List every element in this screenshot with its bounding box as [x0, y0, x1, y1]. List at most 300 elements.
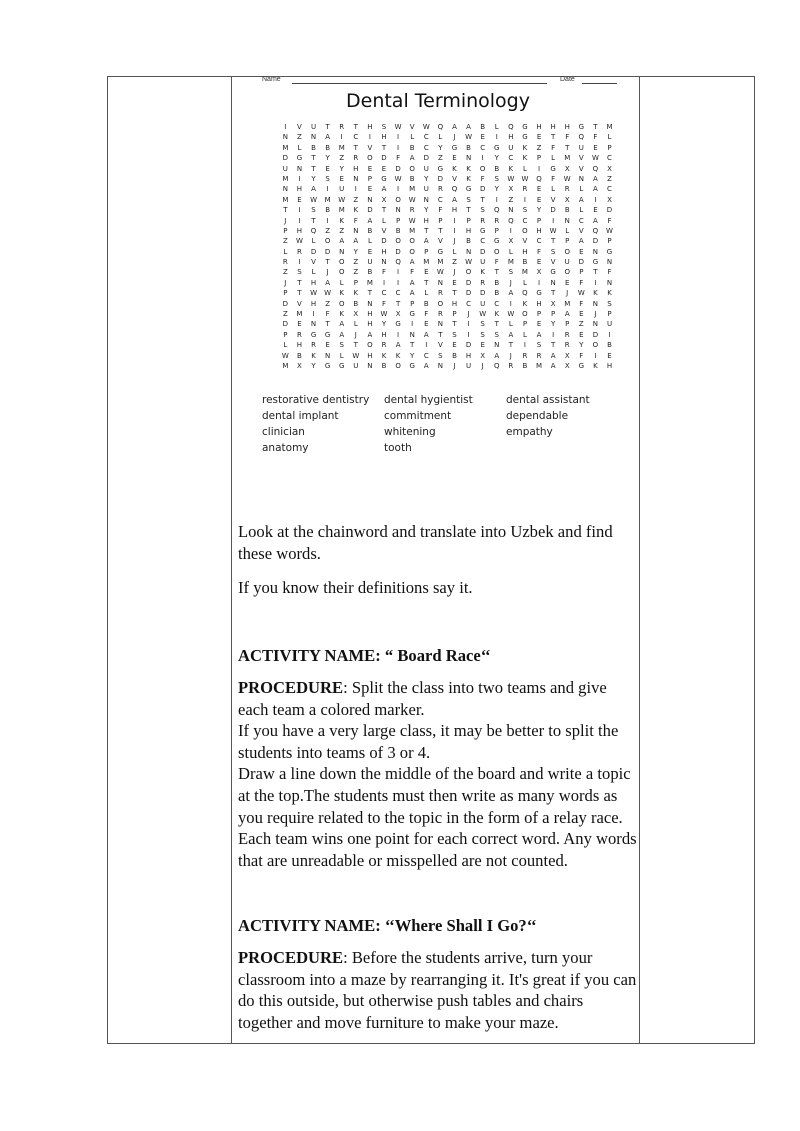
grid-letter: O [493, 247, 500, 256]
grid-letter: Z [282, 310, 288, 319]
grid-letter: H [310, 299, 317, 308]
grid-letter: D [578, 258, 584, 267]
grid-letter: D [592, 330, 599, 339]
grid-letter: Q [536, 174, 542, 183]
grid-letter: A [593, 174, 598, 183]
activity-1-line-2: If you have a very large class, it may be better to split the students into teams of 3 or 4. [238, 721, 619, 762]
grid-letter: E [536, 185, 542, 194]
grid-letter: L [607, 133, 612, 142]
grid-letter: W [563, 174, 571, 183]
grid-letter: Z [536, 143, 542, 152]
grid-letter: V [550, 258, 556, 267]
grid-letter: T [466, 206, 471, 215]
grid-letter: M [282, 143, 289, 152]
procedure-text: : Before the students arrive, turn your classroom into a maze by rearranging it. It's great if you can do this outside, but otherwise push tables and chairs together and move furniture to make your maze. [238, 948, 637, 1032]
grid-letter: H [381, 247, 387, 256]
date-label: Date [560, 76, 575, 83]
grid-letter: P [452, 310, 457, 319]
grid-letter: L [494, 123, 499, 131]
grid-letter: O [592, 341, 599, 350]
grid-letter: E [480, 341, 485, 350]
grid-letter: Y [550, 320, 556, 329]
grid-letter: S [494, 174, 499, 183]
grid-letter: D [479, 247, 486, 256]
grid-letter: C [466, 299, 471, 308]
grid-letter: G [465, 185, 472, 194]
grid-letter: U [339, 185, 345, 194]
grid-letter: S [480, 330, 485, 339]
grid-letter: D [550, 206, 556, 215]
grid-letter: N [592, 247, 599, 256]
grid-letter: E [536, 195, 542, 204]
grid-letter: A [593, 185, 598, 194]
grid-letter: E [367, 164, 373, 173]
grid-letter: Z [339, 154, 345, 163]
activity-2-procedure [238, 947, 638, 1033]
grid-letter: R [564, 185, 570, 194]
grid-letter: G [324, 330, 331, 339]
grid-letter: R [311, 341, 316, 350]
grid-letter: E [536, 320, 542, 329]
grid-letter: F [410, 268, 415, 277]
grid-letter: E [480, 133, 485, 142]
grid-letter: G [479, 226, 486, 235]
grid-letter: L [579, 185, 584, 194]
grid-letter: G [310, 330, 317, 339]
grid-letter: T [353, 341, 358, 350]
word-list-item: clinician [262, 426, 305, 438]
grid-letter: T [438, 226, 443, 235]
grid-letter: W [281, 351, 289, 360]
grid-letter: E [325, 164, 330, 173]
grid-letter: V [522, 237, 528, 246]
grid-letter: G [494, 237, 500, 246]
grid-letter: U [423, 185, 429, 194]
grid-letter: H [451, 299, 458, 308]
grid-letter: N [465, 247, 472, 256]
grid-letter: W [606, 226, 613, 235]
grid-letter: E [297, 320, 302, 329]
grid-row [280, 236, 615, 246]
grid-letter: H [367, 351, 373, 360]
grid-letter: V [578, 164, 584, 173]
grid-letter: J [284, 278, 287, 287]
grid-letter: N [282, 185, 288, 194]
grid-letter: Y [494, 185, 499, 194]
grid-letter: B [353, 299, 359, 308]
grid-letter: B [564, 206, 570, 215]
grid-letter: A [409, 154, 415, 163]
grid-letter: X [508, 185, 514, 194]
grid-letter: M [282, 361, 289, 370]
grid-letter: H [296, 226, 303, 235]
grid-letter: Q [508, 216, 514, 225]
grid-letter: X [564, 351, 570, 360]
grid-letter: K [353, 206, 359, 215]
grid-letter: L [367, 237, 372, 246]
grid-letter: R [339, 123, 345, 131]
grid-letter: S [297, 268, 302, 277]
grid-letter: N [296, 164, 303, 173]
grid-letter: T [311, 164, 316, 173]
grid-row [280, 299, 615, 309]
grid-letter: P [424, 247, 429, 256]
grid-letter: Z [282, 237, 288, 246]
grid-letter: R [282, 258, 288, 267]
grid-letter: T [381, 143, 387, 152]
grid-letter: Z [508, 195, 514, 204]
grid-letter: A [381, 185, 387, 194]
grid-letter: R [297, 247, 302, 256]
grid-letter: P [607, 237, 612, 246]
grid-row [280, 278, 615, 288]
grid-letter: I [467, 330, 470, 339]
grid-letter: W [577, 289, 585, 298]
grid-letter: A [452, 195, 457, 204]
grid-letter: H [451, 206, 458, 215]
grid-letter: C [607, 185, 612, 194]
grid-letter: I [397, 185, 400, 194]
grid-row [280, 340, 615, 350]
word-list [262, 394, 622, 454]
grid-letter: K [593, 289, 598, 298]
grid-letter: W [507, 310, 515, 319]
grid-letter: X [607, 164, 612, 173]
grid-letter: V [409, 123, 415, 131]
grid-letter: R [522, 185, 528, 194]
grid-letter: C [423, 143, 429, 152]
grid-letter: L [438, 133, 443, 142]
grid-letter: S [311, 206, 316, 215]
grid-letter: I [537, 164, 541, 173]
grid-letter: V [381, 226, 387, 235]
grid-letter: W [310, 195, 317, 204]
grid-letter: Y [438, 143, 443, 152]
grid-letter: N [310, 320, 317, 329]
grid-letter: S [438, 351, 443, 360]
grid-letter: S [452, 330, 457, 339]
grid-letter: K [466, 174, 471, 183]
grid-letter: J [453, 361, 456, 370]
grid-letter: W [591, 154, 599, 163]
grid-row [280, 267, 615, 277]
grid-letter: B [494, 289, 500, 298]
activity-1-heading: ACTIVITY NAME: “ Board Race‘‘ [238, 646, 491, 665]
grid-letter: O [437, 299, 444, 308]
grid-letter: N [395, 206, 401, 215]
grid-letter: W [324, 289, 332, 298]
grid-letter: G [522, 123, 528, 131]
grid-letter: Z [297, 133, 302, 142]
grid-letter: C [395, 289, 401, 298]
grid-letter: E [424, 320, 429, 329]
grid-letter: W [521, 174, 529, 183]
grid-letter: F [381, 268, 387, 277]
grid-letter: C [508, 154, 514, 163]
grid-letter: A [536, 330, 542, 339]
grid-letter: G [536, 289, 542, 298]
grid-letter: R [297, 330, 302, 339]
grid-letter: P [607, 143, 612, 152]
grid-letter: L [339, 351, 344, 360]
grid-letter: O [409, 237, 415, 246]
grid-letter: W [479, 310, 487, 319]
grid-letter: T [508, 341, 513, 350]
grid-letter: Y [424, 174, 429, 183]
grid-letter: E [367, 247, 373, 256]
grid-letter: E [579, 247, 584, 256]
grid-letter: N [494, 341, 500, 350]
grid-letter: E [593, 143, 598, 152]
grid-letter: R [381, 341, 387, 350]
grid-letter: N [564, 216, 570, 225]
grid-letter: O [409, 164, 415, 173]
grid-letter: U [466, 361, 472, 370]
grid-letter: F [494, 258, 499, 267]
grid-letter: N [437, 278, 443, 287]
grid-row [280, 309, 615, 319]
grid-letter: L [297, 143, 302, 152]
grid-letter: R [508, 361, 514, 370]
grid-letter: F [537, 247, 542, 256]
grid-letter: K [339, 289, 345, 298]
grid-letter: M [296, 310, 303, 319]
grid-letter: X [353, 310, 359, 319]
grid-letter: K [353, 289, 359, 298]
grid-letter: I [397, 330, 400, 339]
puzzle-title: Dental Terminology [346, 90, 530, 112]
grid-letter: Z [353, 195, 359, 204]
activity-2-procedure-paragraph [238, 947, 638, 1033]
grid-letter: O [564, 268, 570, 277]
grid-letter: Z [325, 226, 331, 235]
grid-letter: M [564, 154, 571, 163]
grid-letter: T [424, 278, 429, 287]
activity-2-heading: ACTIVITY NAME: ‘‘Where Shall I Go?‘‘ [238, 916, 537, 935]
grid-letter: E [536, 133, 542, 142]
grid-letter: K [339, 310, 345, 319]
grid-letter: B [325, 143, 331, 152]
grid-letter: L [283, 247, 288, 256]
grid-letter: F [579, 299, 584, 308]
grid-letter: T [424, 226, 429, 235]
grid-letter: L [522, 164, 527, 173]
grid-letter: N [606, 278, 613, 287]
grid-letter: T [452, 289, 457, 298]
grid-letter: P [607, 310, 612, 319]
grid-letter: F [353, 216, 358, 225]
activity-1-line-4: Each team wins one point for each correct word. Any words that are unreadable or misspelled are not counted. [238, 829, 637, 870]
grid-letter: U [480, 258, 486, 267]
grid-letter: L [424, 289, 429, 298]
grid-letter: M [606, 123, 613, 131]
grid-letter: A [339, 320, 345, 329]
grid-letter: S [480, 206, 485, 215]
grid-letter: T [494, 320, 499, 329]
grid-letter: Z [607, 174, 612, 183]
grid-letter: Z [578, 320, 584, 329]
grid-letter: A [353, 237, 359, 246]
grid-letter: N [437, 320, 443, 329]
grid-letter: P [565, 320, 570, 329]
grid-letter: R [409, 206, 415, 215]
grid-letter: R [522, 351, 528, 360]
grid-letter: A [395, 341, 401, 350]
grid-letter: A [452, 123, 457, 131]
grid-letter: D [479, 289, 486, 298]
grid-letter: L [410, 133, 415, 142]
grid-letter: S [508, 268, 514, 277]
grid-letter: X [607, 195, 612, 204]
grid-letter: T [311, 154, 316, 163]
grid-letter: A [409, 258, 415, 267]
grid-letter: I [298, 216, 301, 225]
grid-letter: P [466, 216, 471, 225]
grid-letter: W [394, 123, 402, 131]
grid-letter: D [282, 299, 289, 308]
grid-letter: Y [311, 361, 316, 370]
grid-letter: N [409, 330, 415, 339]
grid-letter: G [592, 258, 599, 267]
grid-row [280, 164, 615, 174]
grid-letter: I [298, 206, 301, 215]
word-list-item: dental assistant [506, 394, 590, 406]
grid-letter: F [438, 206, 443, 215]
grid-letter: P [522, 320, 528, 329]
grid-letter: I [594, 278, 597, 287]
grid-letter: S [466, 195, 471, 204]
grid-row [280, 132, 615, 142]
grid-letter: H [550, 123, 556, 131]
grid-letter: X [480, 351, 486, 360]
grid-letter: I [298, 174, 301, 183]
grid-letter: Y [579, 341, 584, 350]
grid-letter: D [423, 154, 429, 163]
grid-letter: T [550, 289, 556, 298]
grid-letter: G [381, 174, 387, 183]
grid-letter: W [338, 195, 346, 204]
grid-letter: X [564, 164, 570, 173]
grid-letter: J [481, 361, 484, 370]
grid-letter: R [564, 330, 570, 339]
word-list-item: dental implant [262, 410, 339, 422]
grid-letter: A [409, 289, 415, 298]
grid-letter: U [508, 143, 514, 152]
grid-letter: J [566, 289, 569, 298]
grid-letter: I [495, 133, 498, 142]
grid-letter: N [339, 247, 345, 256]
grid-letter: G [409, 310, 415, 319]
grid-letter: Y [410, 351, 415, 360]
grid-letter: K [480, 268, 485, 277]
grid-letter: H [536, 299, 542, 308]
grid-letter: C [480, 143, 486, 152]
grid-letter: D [282, 154, 289, 163]
grid-letter: K [508, 164, 514, 173]
grid-letter: B [494, 164, 500, 173]
grid-letter: D [437, 174, 444, 183]
word-list-item: commitment [384, 410, 452, 422]
grid-letter: R [480, 216, 486, 225]
grid-letter: L [522, 278, 527, 287]
grid-letter: R [494, 216, 500, 225]
grid-letter: D [465, 341, 472, 350]
word-search-puzzle [258, 76, 618, 476]
name-label: Name [262, 76, 281, 83]
grid-letter: V [297, 299, 302, 308]
grid-letter: G [578, 123, 585, 131]
grid-letter: B [367, 268, 373, 277]
grid-letter: L [339, 278, 344, 287]
grid-letter: I [312, 310, 315, 319]
grid-letter: F [480, 174, 485, 183]
grid-letter: I [326, 216, 329, 225]
grid-letter: A [367, 330, 373, 339]
grid-letter: T [325, 320, 330, 329]
grid-letter: D [465, 278, 472, 287]
grid-letter: A [325, 278, 331, 287]
grid-letter: L [382, 216, 386, 225]
grid-letter: S [494, 330, 499, 339]
grid-row [280, 153, 615, 163]
grid-letter: I [298, 258, 301, 267]
grid-row [280, 143, 615, 153]
grid-letter: F [396, 154, 401, 163]
grid-letter: X [297, 361, 302, 370]
grid-letter: K [452, 164, 457, 173]
grid-letter: Z [325, 299, 331, 308]
grid-row [280, 195, 615, 205]
grid-letter: L [311, 237, 316, 246]
grid-letter: T [565, 143, 570, 152]
grid-letter: N [367, 299, 373, 308]
grid-letter: L [551, 154, 556, 163]
activity-1-line-3: Draw a line down the middle of the board and write a topic at the top.The students must then write as many words as you require related to the topic in the form of a relay race. [238, 764, 631, 827]
grid-letter: O [564, 247, 570, 256]
grid-letter: I [340, 133, 343, 142]
grid-letter: I [467, 320, 470, 329]
grid-letter: I [397, 133, 400, 142]
grid-letter: H [564, 123, 570, 131]
grid-letter: U [310, 123, 317, 131]
grid-letter: N [353, 174, 359, 183]
grid-letter: X [564, 361, 570, 370]
grid-letter: Q [592, 164, 599, 173]
grid-letter: J [467, 310, 470, 319]
grid-letter: G [296, 154, 303, 163]
grid-letter: I [411, 320, 414, 329]
grid-letter: K [311, 351, 316, 360]
grid-letter: W [507, 174, 515, 183]
grid-letter: E [339, 174, 344, 183]
grid-letter: Y [325, 154, 330, 163]
grid-letter: I [397, 143, 400, 152]
grid-letter: R [564, 341, 570, 350]
grid-row [280, 330, 615, 340]
grid-letter: F [565, 133, 570, 142]
grid-letter: B [494, 278, 500, 287]
grid-letter: P [536, 216, 542, 225]
grid-letter: Y [381, 320, 387, 329]
grid-letter: M [282, 174, 289, 183]
grid-letter: H [606, 361, 613, 370]
grid-letter: L [551, 185, 556, 194]
grid-letter: O [395, 237, 401, 246]
grid-letter: A [339, 237, 345, 246]
grid-letter: U [353, 361, 359, 370]
grid-letter: E [536, 258, 542, 267]
grid-letter: N [437, 361, 443, 370]
